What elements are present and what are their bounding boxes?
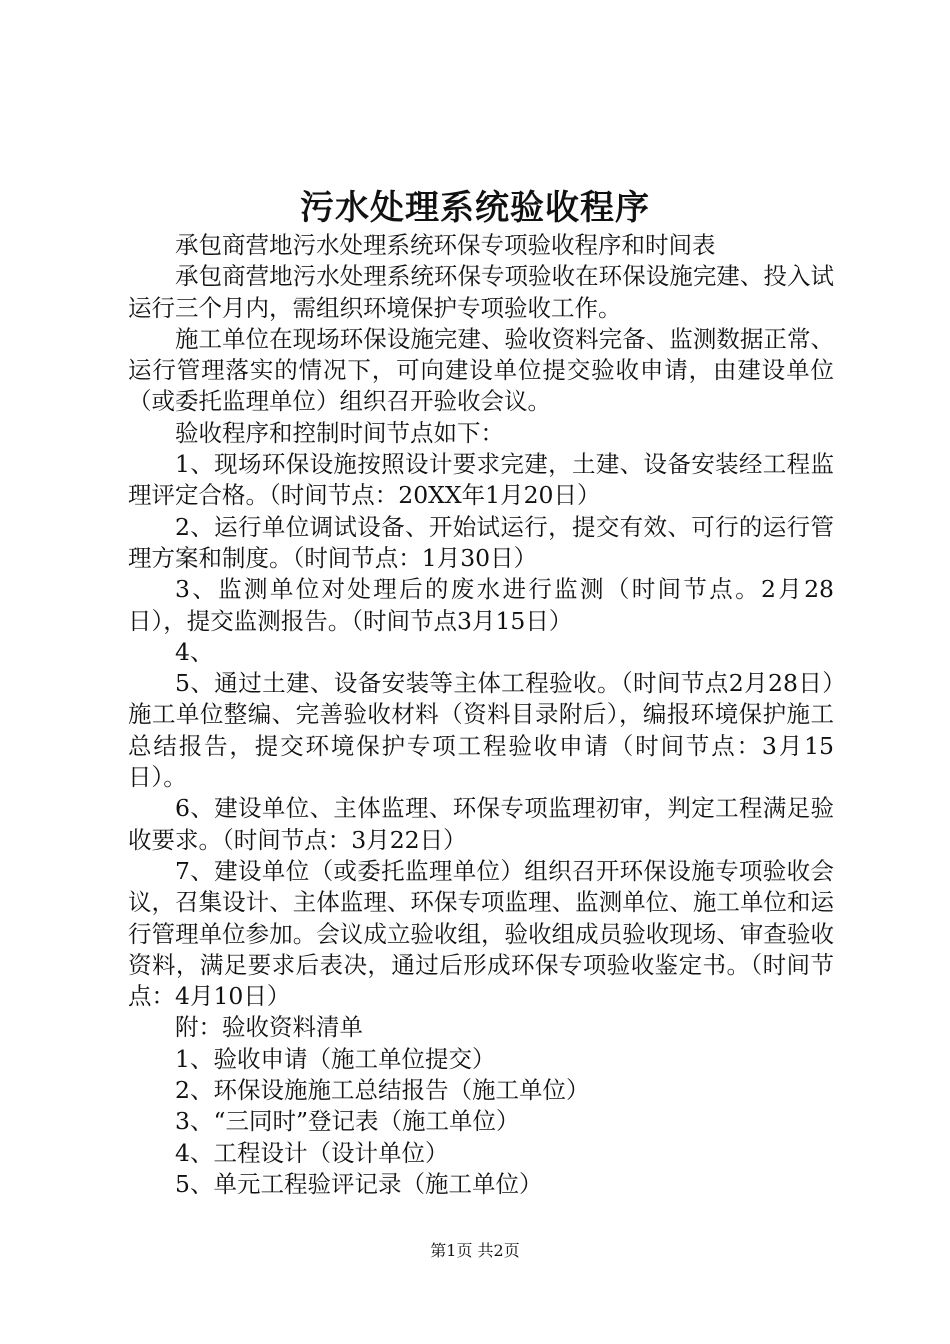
paragraph-step-5: 5、通过土建、设备安装等主体工程验收。（时间节点2月28日）施工单位整编、完善验收材料（资料目录附后），编报环境保护施工总结报告，提交环境保护专项工程验收申请（时间节点：3月15日）。 — [128, 669, 834, 792]
paragraph-step-7: 7、建设单位（或委托监理单位）组织召开环保设施专项验收会议，召集设计、主体监理、环保专项监理、监测单位、施工单位和运行管理单位参加。会议成立验收组，验收组成员验收现场、审查验收资料，满足要求后表决，通过后形成环保专项验收鉴定书。（时间节点：4月10日） — [128, 856, 834, 1011]
paragraph-conditions: 施工单位在现场环保设施完建、验收资料完备、监测数据正常、运行管理落实的情况下，可向建设单位提交验收申请，由建设单位（或委托监理单位）组织召开验收会议。 — [128, 324, 834, 416]
paragraph-intro: 承包商营地污水处理系统环保专项验收在环保设施完建、投入试运行三个月内，需组织环境保护专项验收工作。 — [128, 262, 834, 322]
paragraph-step-3: 3、监测单位对处理后的废水进行监测（时间节点。2月28日），提交监测报告。（时间节点3月15日） — [128, 575, 834, 635]
page-number-footer: 第1页 共2页 — [430, 1241, 520, 1260]
paragraph-step-6: 6、建设单位、主体监理、环保专项监理初审，判定工程满足验收要求。（时间节点：3月22日） — [128, 794, 834, 854]
paragraph-subtitle: 承包商营地污水处理系统环保专项验收程序和时间表 — [175, 231, 716, 259]
list-item-appendix-2: 2、环保设施施工总结报告（施工单位） — [175, 1076, 590, 1105]
list-item-appendix-5: 5、单元工程验评记录（施工单位） — [175, 1169, 543, 1198]
list-item-appendix-3: 3、“三同时”登记表（施工单位） — [175, 1107, 520, 1136]
document-title: 污水处理系统验收程序 — [300, 188, 650, 228]
paragraph-appendix-heading: 附：验收资料清单 — [175, 1013, 363, 1042]
paragraph-step-2: 2、运行单位调试设备、开始试运行，提交有效、可行的运行管理方案和制度。（时间节点：1月30日） — [128, 512, 834, 572]
paragraph-step-1: 1、现场环保设施按照设计要求完建，土建、设备安装经工程监理评定合格。（时间节点：20XX年1月20日） — [128, 450, 834, 510]
paragraph-step-4: 4、 — [175, 637, 214, 666]
list-item-appendix-1: 1、验收申请（施工单位提交） — [175, 1044, 496, 1073]
document-body — [128, 230, 834, 1200]
paragraph-procedure-heading: 验收程序和控制时间节点如下： — [175, 418, 504, 447]
list-item-appendix-4: 4、工程设计（设计单位） — [175, 1138, 449, 1167]
